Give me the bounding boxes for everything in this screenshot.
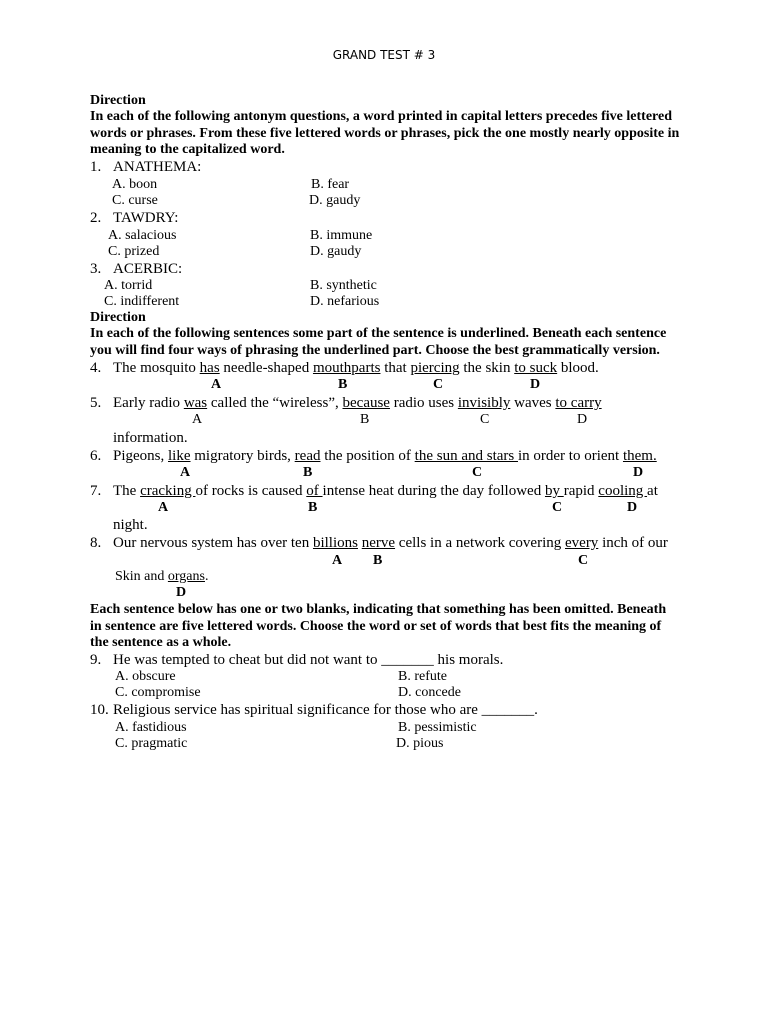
q5-label-d: D [577,412,588,427]
q5-label-c: C [480,412,490,427]
q6-label-d: D [633,465,644,480]
q4-label-c: C [433,377,444,392]
q8-text: . [204,569,209,584]
q7-text: The [113,483,141,499]
q10-option-d: D. pious [396,736,444,751]
q7-text: rapid [563,483,599,499]
q5-number: 5. [90,395,102,411]
q10-text: Religious service has spiritual significance for those who are _______. [113,702,538,718]
q3-option-a: A. torrid [104,278,153,293]
q2-option-a: A. salacious [108,228,177,243]
q5-text: waves [510,395,556,411]
q9-number: 9. [90,652,102,668]
q5-text: Early radio [113,395,184,411]
q6-underline-b: read [294,448,321,464]
q3-option-c: C. indifferent [104,294,180,309]
q10-option-c: C. pragmatic [115,736,188,751]
q4-underline-b: mouthparts [312,360,381,376]
q8-underline-b: nerve [361,535,396,551]
q1-option-a: A. boon [112,177,158,192]
q10-option-b: B. pessimistic [398,720,477,735]
q7-underline-b: of [306,483,323,499]
q2-option-c: C. prized [108,244,160,259]
q3-number: 3. [90,261,102,277]
q7-number: 7. [90,483,102,499]
q5-underline-c: invisibly [457,395,511,411]
q7-underline-a: cracking [140,483,196,499]
q1-option-d: D. gaudy [309,193,361,208]
q6-sentence [113,448,657,465]
q4-underline-c: piercing [410,360,460,376]
q5-text: radio uses [389,395,458,411]
q9-text: He was tempted to cheat but did not want to _______ his morals. [113,652,504,668]
q7-text: at [647,483,658,499]
q7-label-b: B [308,500,318,515]
q8-text: Skin and [115,569,168,584]
q4-text: blood. [557,360,599,376]
q2-option-d: D. gaudy [310,244,362,259]
q5-label-b: B [360,412,370,427]
q6-number: 6. [90,448,102,464]
q4-text: that [380,360,411,376]
q5-underline-b: because [342,395,390,411]
q10-number: 10. [90,702,109,718]
q4-sentence [113,360,599,377]
q8-continuation [115,569,208,585]
q8-text: cells in a network covering [395,535,565,551]
q5-text: called the “wireless”, [207,395,343,411]
q3-word: ACERBIC: [113,261,183,277]
q10-option-a: A. fastidious [115,720,187,735]
q8-sentence [113,535,668,552]
q8-underline-d: organs [167,569,205,584]
q8-text: inch of our [598,535,668,551]
q7-underline-c: by [544,483,564,499]
q8-label-a: A [332,553,343,568]
q4-label-d: D [530,377,541,392]
q4-text: needle-shaped [219,360,313,376]
q6-text: Pigeons, [113,448,169,464]
section3-instructions: Each sentence below has one or two blanks, indicating that something has been omitted. Beneath in sentence are five lettered words. Choose the word or set of words that best fits the meaning of the sentence as a whole. [90,602,667,651]
q4-text: the skin [459,360,515,376]
q9-option-b: B. refute [398,669,447,684]
section1-heading: Direction [90,93,146,108]
q6-underline-c: the sun and stars [414,448,518,464]
q1-number: 1. [90,159,102,175]
q1-word: ANATHEMA: [113,159,202,175]
q9-option-a: A. obscure [115,669,176,684]
q6-text: migratory birds, [190,448,295,464]
q4-underline-d: to suck [514,360,558,376]
q8-label-c: C [578,553,589,568]
q7-underline-d: cooling [598,483,648,499]
q3-option-b: B. synthetic [310,278,377,293]
q4-text: The mosquito [113,360,200,376]
q6-text: the position of [320,448,415,464]
q9-option-d: D. concede [398,685,461,700]
q7-continuation: night. [113,517,148,533]
q8-underline-a: billions [312,535,358,551]
q8-label-d: D [176,585,187,600]
q2-word: TAWDRY: [113,210,179,226]
q2-option-b: B. immune [310,228,373,243]
q1-option-b: B. fear [311,177,350,192]
q7-text: of rocks is caused [195,483,307,499]
q6-text: in order to orient [517,448,623,464]
q8-underline-c: every [565,535,599,551]
section2-heading: Direction [90,310,146,325]
q5-label-a: A [192,412,203,427]
q8-text: Our nervous system has over ten [113,535,313,551]
q6-label-c: C [472,465,483,480]
page-title: GRAND TEST # 3 [332,48,436,62]
q6-label-a: A [180,465,191,480]
q5-sentence [113,395,602,412]
q7-text: intense heat during the day followed [322,483,545,499]
q3-option-d: D. nefarious [310,294,380,309]
q2-number: 2. [90,210,102,226]
q1-option-c: C. curse [112,193,158,208]
q7-label-c: C [552,500,563,515]
q6-underline-a: like [168,448,191,464]
q4-underline-a: has [199,360,220,376]
q4-number: 4. [90,360,102,376]
q6-underline-d: them. [622,448,657,464]
q4-label-a: A [211,377,222,392]
q6-label-b: B [303,465,313,480]
q7-sentence [113,483,658,500]
q7-label-a: A [158,500,169,515]
section1-instructions: In each of the following antonym questions, a word printed in capital letters precedes five lettered words or phrases. From these five lettered words or phrases, pick the one mostly nearly opposite in meaning to the capitalized word. [90,109,680,158]
q5-underline-a: was [183,395,208,411]
q5-underline-d: to carry [555,395,602,411]
q9-option-c: C. compromise [115,685,201,700]
section2-instructions: In each of the following sentences some part of the sentence is underlined. Beneath each sentence you will find four ways of phrasing the underlined part. Choose the best grammatically version. [90,326,667,358]
q8-label-b: B [373,553,383,568]
q8-number: 8. [90,535,102,551]
q4-label-b: B [338,377,348,392]
q7-label-d: D [627,500,638,515]
q5-continuation: information. [113,430,188,446]
